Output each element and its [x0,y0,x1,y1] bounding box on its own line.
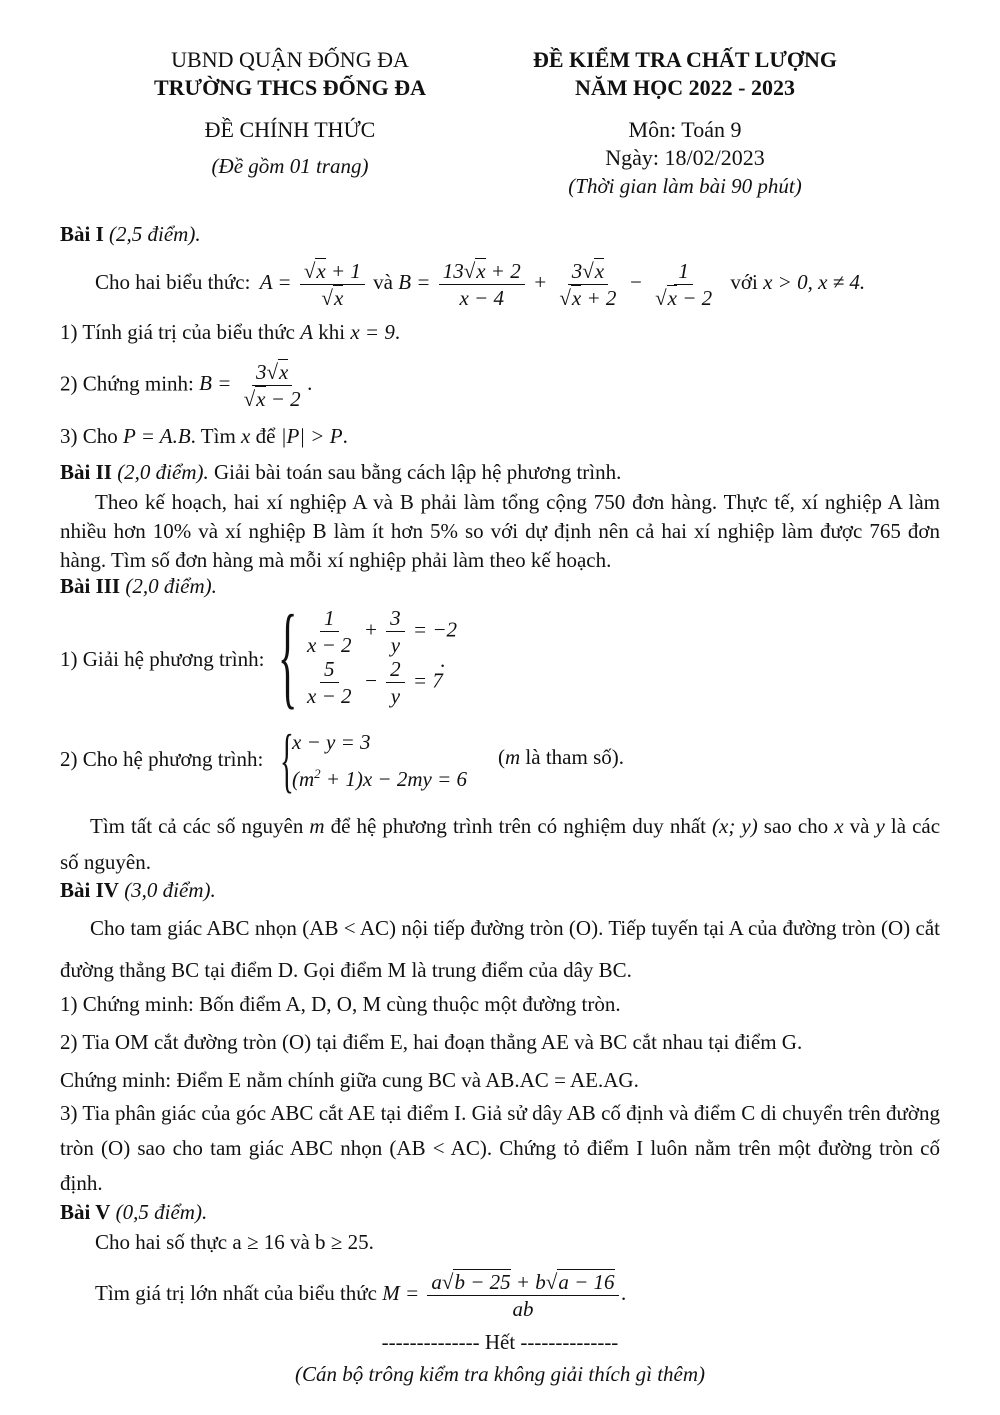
bai4-q2b: Chứng minh: Điểm E nằm chính giữa cung BC và AB.AC = AE.AG. [60,1068,639,1092]
system1-dot: . [440,648,446,672]
bai3-q2-text: Tìm tất cả các số nguyên m để hệ phương trình trên có nghiệm duy nhất (x; y) sao cho x và y là các số nguyên. [60,814,941,874]
q1-when: khi [318,320,346,344]
exam-title: ĐỀ KIỂM TRA CHẤT LƯỢNG [533,47,837,72]
bai5-points: (0,5 điểm). [115,1200,208,1224]
bai5-find [95,1268,940,1321]
condition-word: với [730,270,758,294]
q1-cond: x = 9 [350,320,395,344]
official-label: ĐỀ CHÍNH THỨC [204,117,376,142]
system2-eq1: x − y = 3 [292,730,371,754]
subject: Môn: Toán 9 [628,117,742,142]
bai4-q2: 2) Tia OM cắt đường tròn (O) tại điểm E, hai đoạn thẳng AE và BC cắt nhau tại điểm G. [60,1030,803,1054]
q2-text-c: sao cho [763,814,829,838]
q3-expr: P = A.B [123,424,191,448]
system1-eq1: $\frac{1}{x - 2}$ + $\frac{3}{y}$ = −2 [307,606,458,658]
q2-text-e: là các số nguyên. [60,814,941,874]
condition: x > 0, x ≠ 4. [763,270,866,294]
q1-var: A [300,320,314,344]
bai2-task: Giải bài toán sau bằng cách lập hệ phương trình. [214,460,622,484]
q2-text-a: Tìm tất cả các số nguyên [90,814,304,838]
expr-A: A = $\frac{√x + 1}{√x}$ [260,270,373,294]
bai4-title: Bài IV [60,878,119,902]
system2 [292,726,467,795]
system1-brace: { [278,592,298,719]
school-year: NĂM HỌC 2022 - 2023 [575,75,795,100]
bai5-title: Bài V [60,1200,111,1224]
q2-text-d: và [849,814,870,838]
q3-x: x [241,424,251,448]
bai4-points: (3,0 điểm). [124,878,216,902]
bai1-intro: Cho hai biểu thức: [95,270,251,294]
q1-text: 1) Tính giá trị của biểu thức [60,320,295,344]
exam-date: Ngày: 18/02/2023 [605,145,765,170]
bai1-heading [60,220,940,248]
duration: (Thời gian làm bài 90 phút) [568,174,802,198]
bai1-q3: 3) Cho P = A.B. Tìm x để |P| > P. [60,424,348,448]
and-word: và [373,270,393,294]
expr-M: M = $\frac{a√b - 25 + b√a - 16}{ab}$ . [382,1269,627,1321]
system1-eq2: $\frac{5}{x - 2}$ − $\frac{2}{y}$ = 7 [307,657,443,709]
district-name: UBND QUẬN ĐỐNG ĐA [171,47,409,72]
bai4-q3: 3) Tia phân giác của góc ABC cắt AE tại điểm I. Giả sử dây AB cố định và điểm C di chuyển trên đường tròn (O) sao cho tam giác ABC nhọn (AB < AC). Chứng tỏ điểm I luôn nằm trên một đường tròn cố định. [60,1101,940,1195]
bai1-q1: 1) Tính giá trị của biểu thức A khi x = 9. [60,320,401,344]
bai1-q2 [60,360,940,411]
system1 [300,606,457,709]
bai3-heading [60,572,940,600]
page-count-note: (Đề gồm 01 trang) [211,154,369,178]
q2-text: 2) Chứng minh: [60,371,194,396]
q3-find: . Tìm [190,424,236,448]
system2-param: (m là tham số). [498,745,624,769]
bai3-q1-label: 1) Giải hệ phương trình: [60,647,265,671]
bai3-q2-label: 2) Cho hệ phương trình: [60,747,264,771]
expr-B: B = $\frac{13√x + 2}{x - 4}$ + $\frac{3√x}{√x + 2}$ − $\frac{1}{√x - 2}$ [398,258,713,310]
bai2-heading [60,458,940,486]
bai2-title: Bài II [60,460,112,484]
bai2-text: Theo kế hoạch, hai xí nghiệp A và B phải làm tổng cộng 750 đơn hàng. Thực tế, xí nghiệp A làm nhiều hơn 10% và xí nghiệp B làm ít hơn 5% so với dự định nên cả hai xí nghiệp làm được 765 đơn hàng. Tìm số đơn hàng mà mỗi xí nghiệp phải làm theo kế hoạch. [60,490,940,572]
bai5-given: Cho hai số thực a ≥ 16 và b ≥ 25. [95,1230,374,1254]
header-left [120,46,460,180]
bai1-title: Bài I [60,222,104,246]
system2-brace: { [280,720,294,800]
bai3-title: Bài III [60,574,121,598]
q3-text: 3) Cho [60,424,118,448]
bai3-points: (2,0 điểm). [125,574,217,598]
bai4-p1: Cho tam giác ABC nhọn (AB < AC) nội tiếp đường tròn (O). Tiếp tuyến tại A của đường tròn (O) cắt đường thẳng BC tại điểm D. Gọi điểm M là trung điểm của dây BC. [60,916,940,982]
system2-eq2: $(m^2 + 1)x - 2my = 6$ [292,766,467,791]
bai1-expressions [95,258,940,310]
header-right [520,46,850,200]
school-name: TRƯỜNG THCS ĐỐNG ĐA [154,75,426,100]
bai2-points: (2,0 điểm). [117,460,209,484]
q3-cond: |P| > P [280,424,343,448]
q2-formula: B = $\frac{3√x}{√x - 2}$ . [199,360,313,412]
q3-de: để [255,424,276,448]
footer-note: (Cán bộ trông kiểm tra không giải thích gì thêm) [294,1362,706,1386]
q2-text-b: để hệ phương trình trên có nghiệm duy nhất [330,814,706,838]
bai1-points: (2,5 điểm). [109,222,201,246]
bai4-q1: 1) Chứng minh: Bốn điểm A, D, O, M cùng thuộc một đường tròn. [60,992,621,1016]
bai4-heading [60,876,940,904]
end-marker: -------------- Hết -------------- [381,1330,619,1354]
bai5-heading [60,1198,940,1226]
param-text: là tham số). [525,745,624,769]
bai5-find-text: Tìm giá trị lớn nhất của biểu thức [95,1281,377,1305]
